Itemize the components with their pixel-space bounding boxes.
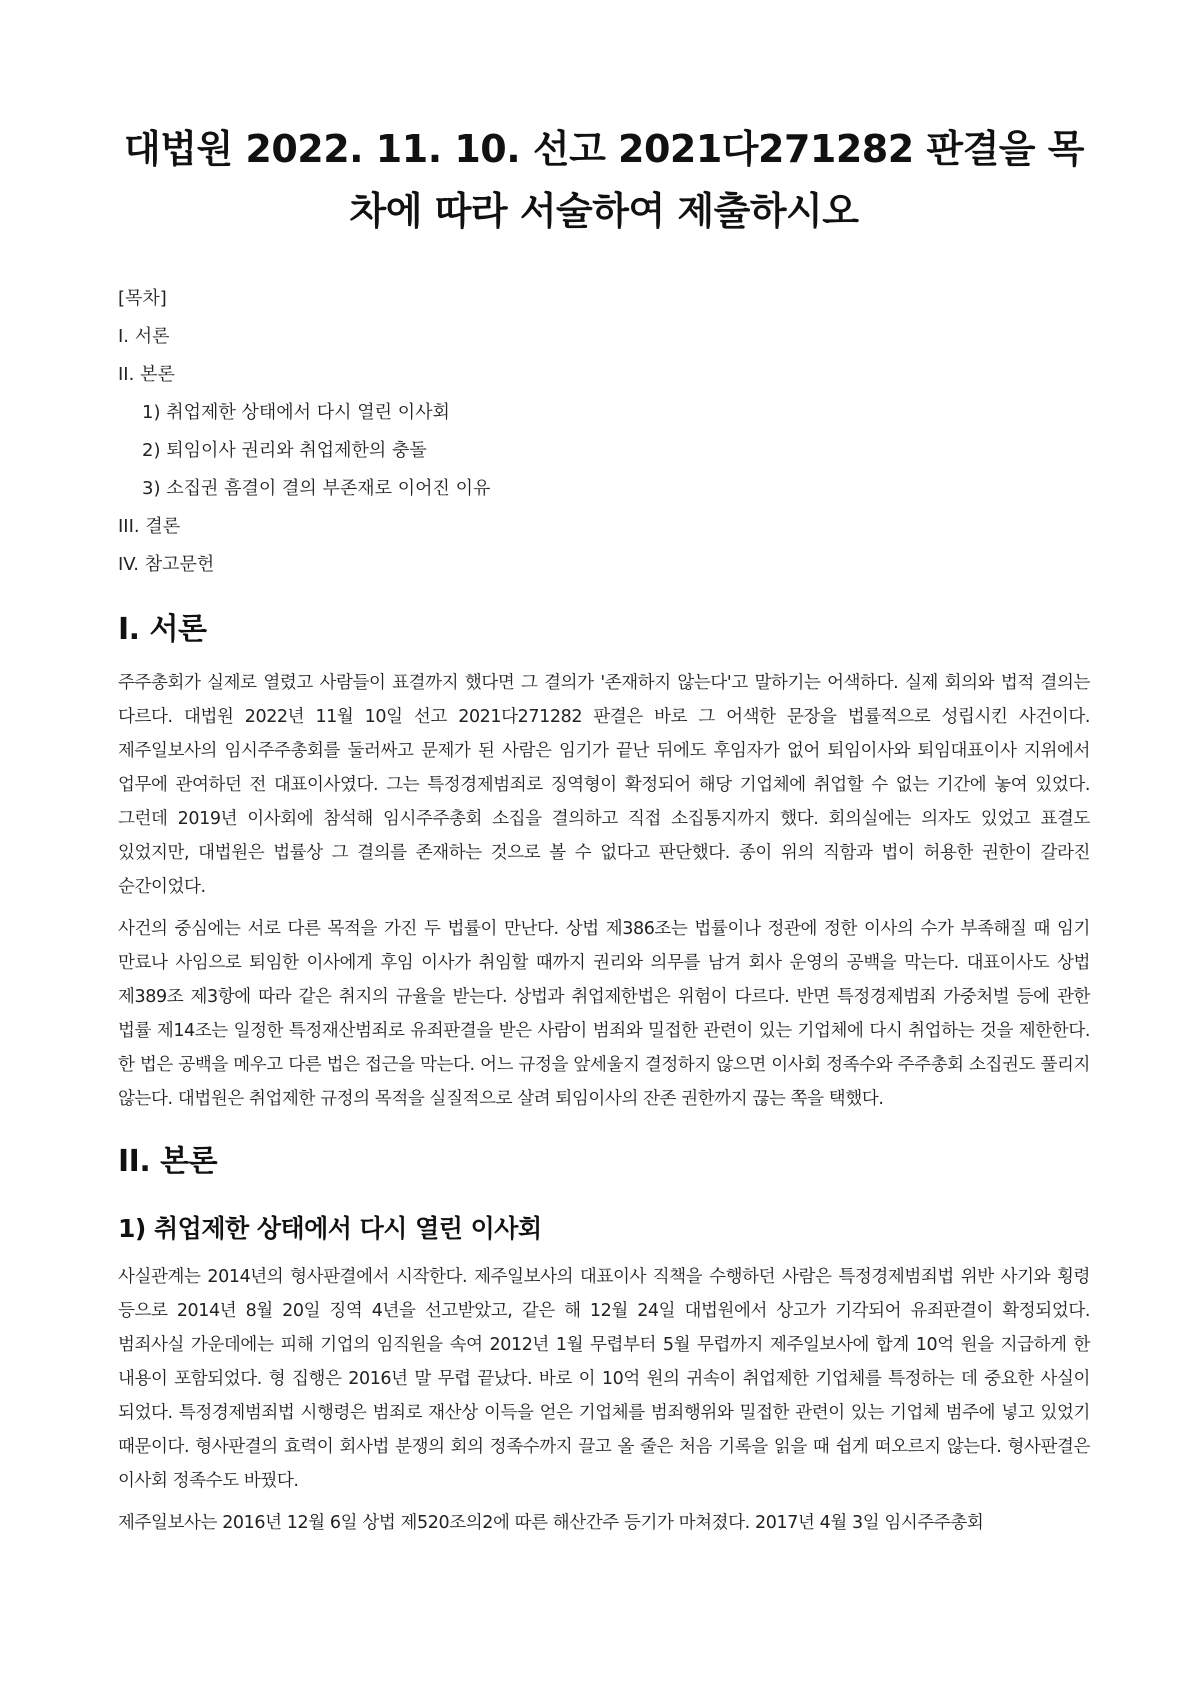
toc-heading: [목차] <box>118 288 167 309</box>
table-of-contents <box>118 280 1090 584</box>
body-paragraph: 사건의 중심에는 서로 다른 목적을 가진 두 법률이 만난다. 상법 제386조는 법률이나 정관에 정한 이사의 수가 부족해질 때 임기 만료나 사임으로 퇴임한 이사에게 후임 이사가 취임할 때까지 권리와 의무를 남겨 회사 운영의 공백을 막는다. 대표이사도 상법 제389조 제3항에 따라 같은 취지의 규율을 받는다. 상법과 취업제한법은 위험이 다르다. 반면 특정경제범죄 가중처벌 등에 관한 법률 제14조는 일정한 특정재산범죄로 유죄판결을 받은 사람이 범죄와 밀접한 관련이 있는 기업체에 다시 취업하는 것을 제한한다. 한 법은 공백을 메우고 다른 법은 접근을 막는다. 어느 규정을 앞세울지 결정하지 않으면 이사회 정족수와 주주총회 소집권도 풀리지 않는다. 대법원은 취업제한 규정의 목적을 실질적으로 살려 퇴임이사의 잔존 권한까지 끊는 쪽을 택했다. <box>118 919 1090 1109</box>
body-paragraph: 사실관계는 2014년의 형사판결에서 시작한다. 제주일보사의 대표이사 직책을 수행하던 사람은 특정경제범죄법 위반 사기와 횡령 등으로 2014년 8월 20일 징역 4년을 선고받았고, 같은 해 12월 24일 대법원에서 상고가 기각되어 유죄판결이 확정되었다. 범죄사실 가운데에는 피해 기업의 임직원을 속여 2012년 1월 무렵부터 5월 무렵까지 제주일보사에 합계 10억 원을 지급하게 한 내용이 포함되었다. 형 집행은 2016년 말 무렵 끝났다. 바로 이 10억 원의 귀속이 취업제한 기업체를 특정하는 데 중요한 사실이 되었다. 특정경제범죄법 시행령은 범죄로 재산상 이득을 얻은 기업체를 범죄행위와 밀접한 관련이 있는 기업체 범주에 넣고 있었기 때문이다. 형사판결의 효력이 회사법 분쟁의 회의 정족수까지 끌고 올 줄은 처음 기록을 읽을 때 쉽게 떠오르지 않는다. 형사판결은 이사회 정족수도 바꿨다. <box>118 1267 1090 1491</box>
body-paragraph: 주주총회가 실제로 열렸고 사람들이 표결까지 했다면 그 결의가 '존재하지 않는다'고 말하기는 어색하다. 실제 회의와 법적 결의는 다르다. 대법원 2022년 11월 10일 선고 2021다271282 판결은 바로 그 어색한 문장을 법률적으로 성립시킨 사건이다. 제주일보사의 임시주주총회를 둘러싸고 문제가 된 사람은 임기가 끝난 뒤에도 후임자가 없어 퇴임이사와 퇴임대표이사 지위에서 업무에 관여하던 전 대표이사였다. 그는 특정경제범죄로 징역형이 확정되어 해당 기업체에 취업할 수 없는 기간에 놓여 있었다. 그런데 2019년 이사회에 참석해 임시주주총회 소집을 결의하고 직접 소집통지까지 했다. 회의실에는 의자도 있었고 표결도 있었지만, 대법원은 법률상 그 결의를 존재하는 것으로 볼 수 없다고 판단했다. 종이 위의 직함과 법이 허용한 권한이 갈라진 순간이었다. <box>118 673 1090 897</box>
section-heading-main-body: II. 본론 <box>118 1144 218 1179</box>
toc-item: III. 결론 <box>118 516 181 537</box>
toc-item: II. 본론 <box>118 364 175 385</box>
section-heading-introduction: I. 서론 <box>118 612 207 647</box>
subsection-heading: 1) 취업제한 상태에서 다시 열린 이사회 <box>118 1214 542 1243</box>
document-title: 대법원 2022. 11. 10. 선고 2021다271282 판결을 목차에 따라 서술하여 제출하시오 <box>124 127 1084 233</box>
toc-subitem: 3) 소집권 흠결이 결의 부존재로 이어진 이유 <box>142 478 491 499</box>
toc-subitem: 2) 퇴임이사 권리와 취업제한의 충돌 <box>142 440 427 461</box>
toc-item: I. 서론 <box>118 326 170 347</box>
toc-item: IV. 참고문헌 <box>118 554 215 575</box>
body-paragraph: 제주일보사는 2016년 12월 6일 상법 제520조의2에 따른 해산간주 등기가 마쳐졌다. 2017년 4월 3일 임시주주총회 <box>118 1513 984 1533</box>
toc-subitem: 1) 취업제한 상태에서 다시 열린 이사회 <box>142 402 450 423</box>
